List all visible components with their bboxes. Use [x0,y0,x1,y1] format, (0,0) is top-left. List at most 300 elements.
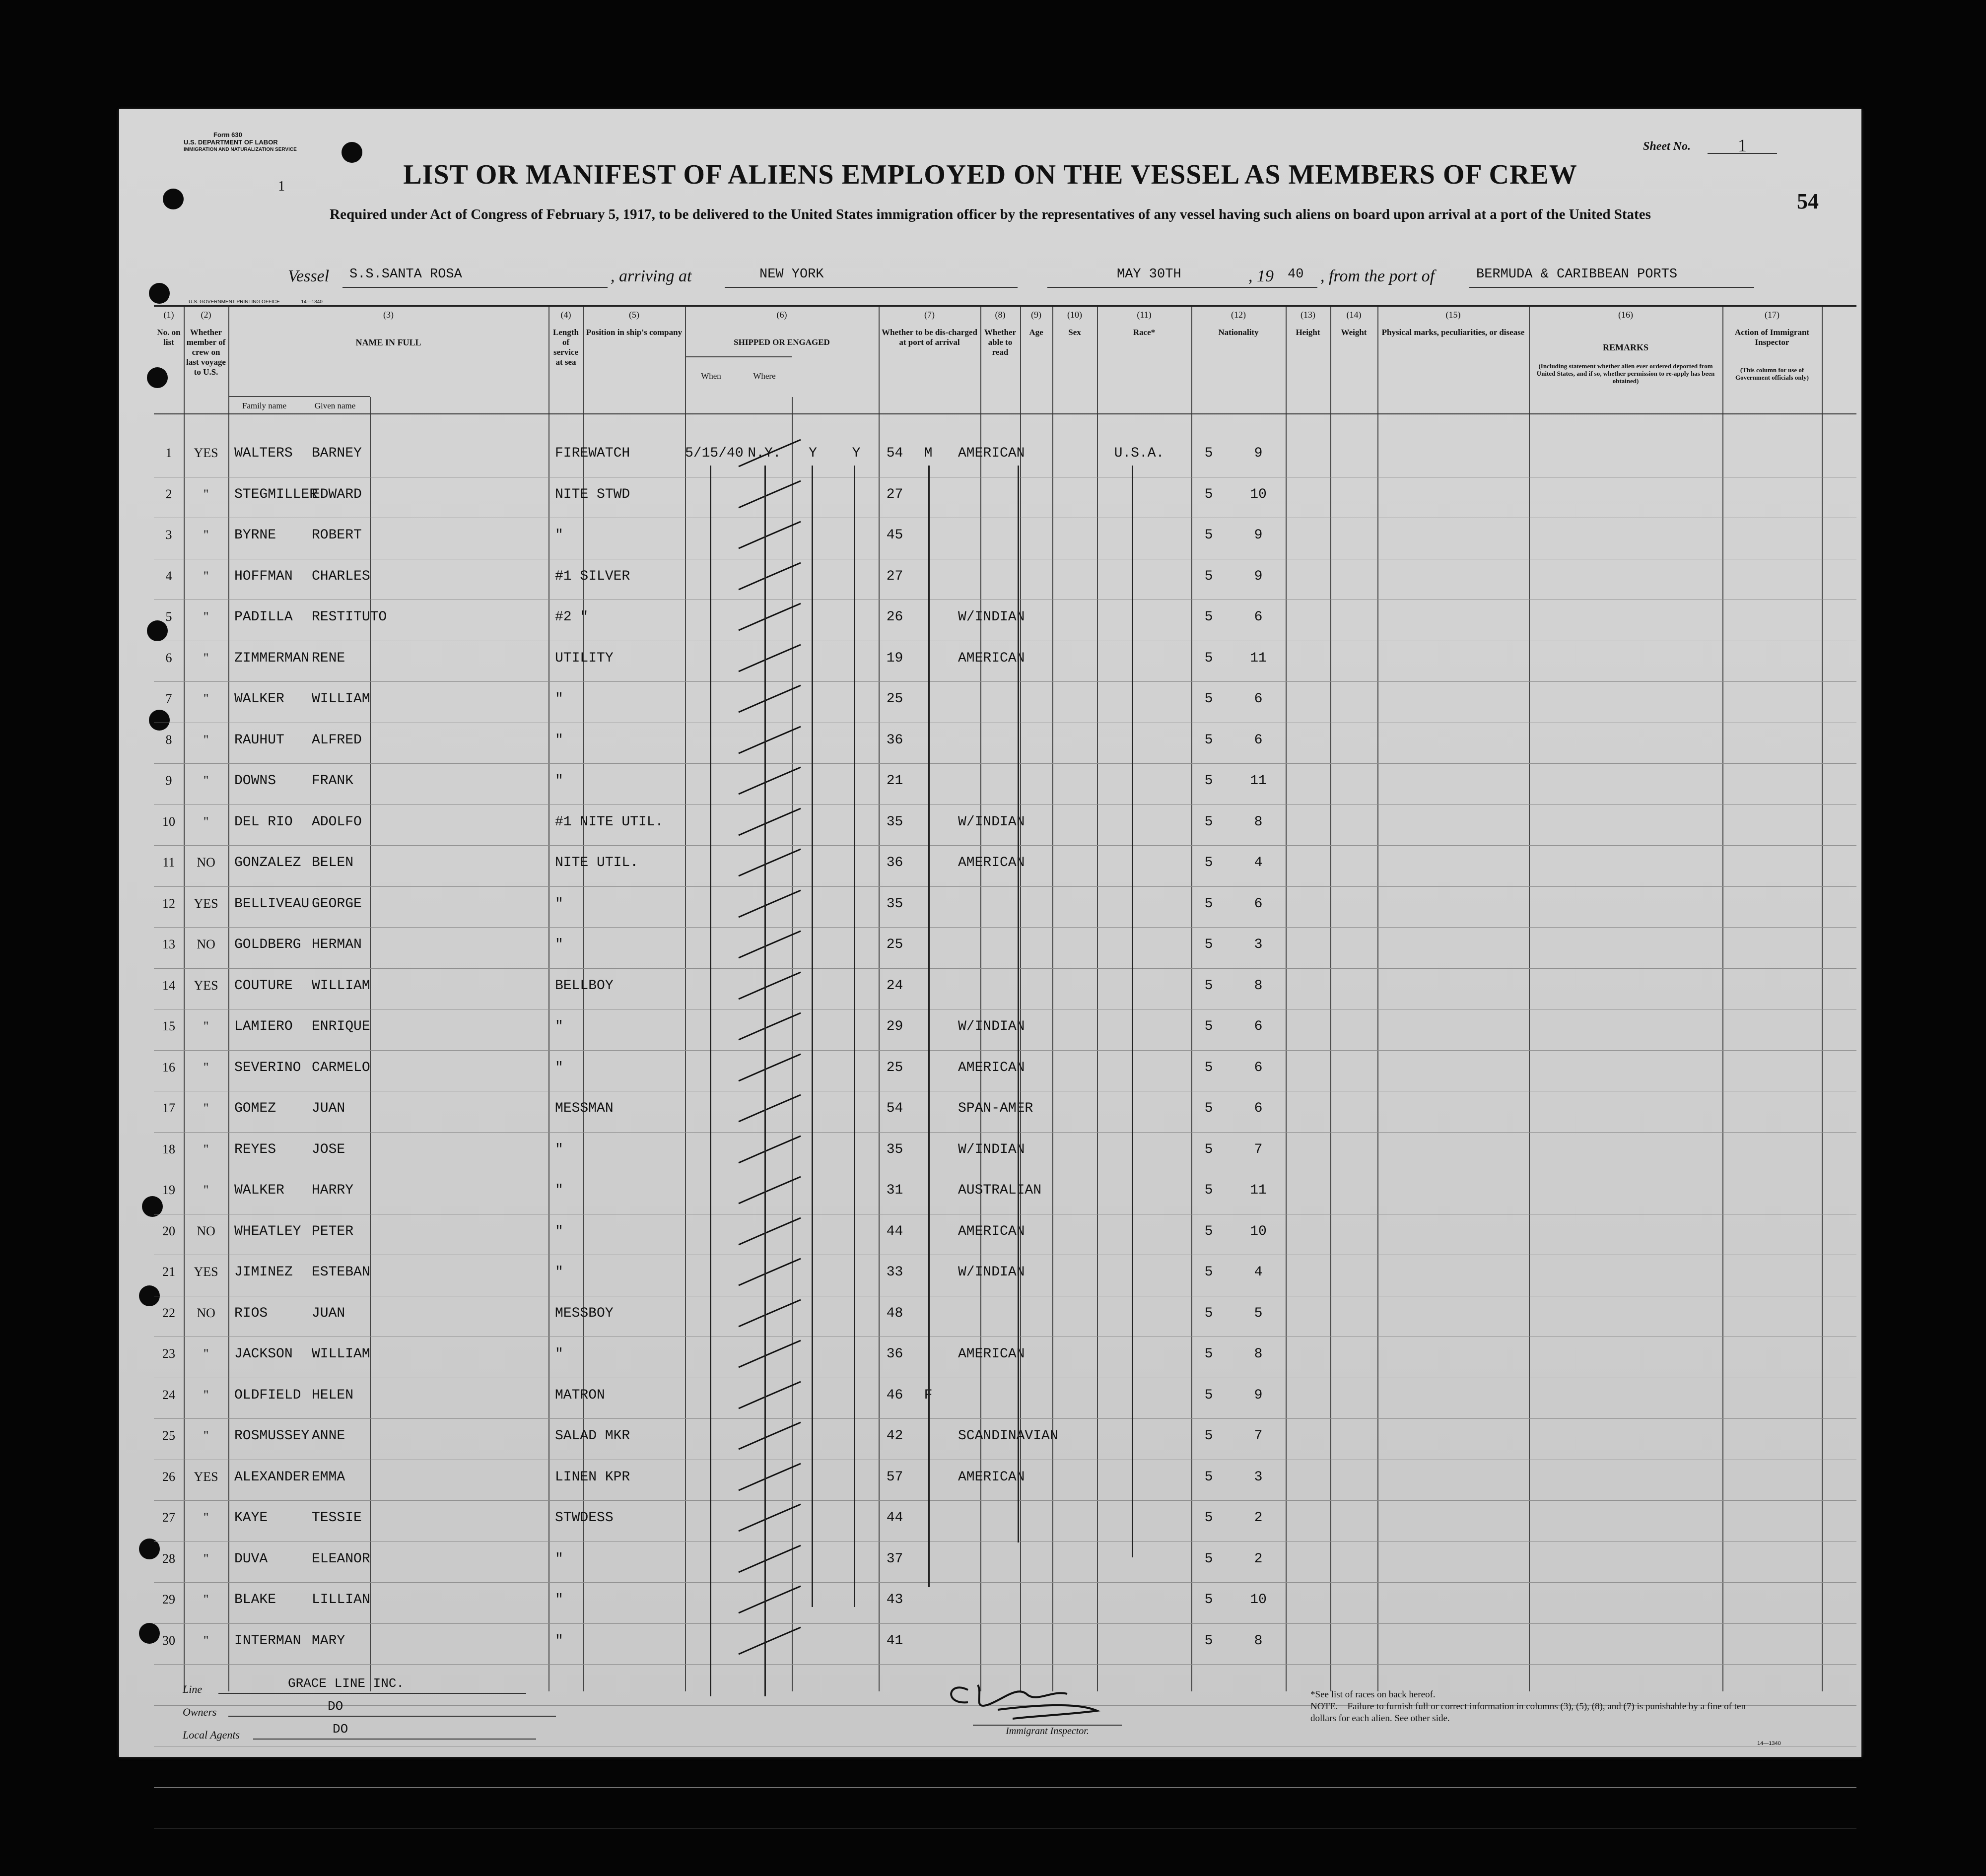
cell-age: 43 [886,1592,903,1608]
cell-weight: 11 [1250,1183,1267,1198]
cell-position: " [555,1223,563,1239]
cell-given: WILLIAM [312,978,370,994]
cell-given: TESSIE [312,1510,362,1526]
cell-position: UTILITY [555,650,614,666]
cell-family: INTERMAN [234,1633,301,1649]
length-of-service-check [734,1214,808,1254]
cell-read: Y [852,446,861,461]
cell-voy: YES [194,1469,218,1484]
cell-position: " [555,1592,563,1608]
column-heading: Nationality [1218,328,1259,337]
cell-voy: " [203,1551,209,1566]
cell-no: 5 [165,609,172,624]
table-row [154,681,1856,722]
length-of-service-check [734,1541,808,1581]
cell-no: 18 [162,1141,175,1156]
column-heading: NAME IN FULL [355,337,421,347]
table-row [154,1091,1856,1132]
table-row [154,641,1856,681]
cell-position: " [555,1265,563,1280]
cell-position: " [555,1183,563,1198]
cell-family: JIMINEZ [234,1265,293,1280]
column-heading: Sex [1068,328,1081,337]
column-heading: Whether member of crew on last voyage to U.S. [186,328,226,377]
cell-weight: 9 [1254,446,1263,461]
cell-weight: 5 [1254,1305,1263,1321]
line-label: Line [183,1683,203,1695]
cell-height: 5 [1204,1060,1213,1075]
length-of-service-check [734,1623,808,1663]
cell-position: MESSBOY [555,1305,614,1321]
column-number: (12) [1231,310,1246,320]
row-rule [154,1664,1856,1665]
cell-sex: M [924,446,933,461]
cell-height: 5 [1204,1101,1213,1116]
cell-position: MATRON [555,1387,605,1403]
cell-race: AMERICAN [958,1346,1025,1362]
cell-position: " [555,528,563,543]
length-of-service-check [734,1418,808,1458]
cell-weight: 8 [1254,978,1263,994]
column-number: (1) [163,310,174,320]
cell-age: 33 [886,1265,903,1280]
cell-nat: U.S.A. [1114,446,1164,461]
cell-position: " [555,937,563,952]
cell-no: 8 [165,732,172,747]
cell-weight: 3 [1254,1469,1263,1485]
cell-where: N.Y. [748,446,781,461]
cell-position: " [555,1346,563,1362]
cell-age: 27 [886,486,903,502]
cell-voy: " [203,1592,209,1607]
cell-no: 21 [162,1265,175,1279]
cell-no: 20 [162,1223,175,1238]
cell-given: CARMELO [312,1060,370,1075]
ditto-line [710,466,711,1696]
cell-race: W/INDIAN [958,1265,1025,1280]
printing-office [189,299,323,305]
table-row [154,763,1856,804]
table-row [154,1050,1856,1091]
cell-family: DEL RIO [234,814,293,830]
cell-family: ROSMUSSEY [234,1428,310,1444]
service-label: IMMIGRATION AND NATURALIZATION SERVICE [184,147,297,152]
cell-family: WALKER [234,1183,284,1198]
cell-no: 14 [162,978,175,993]
cell-age: 42 [886,1428,903,1444]
cell-age: 27 [886,568,903,584]
cell-given: GEORGE [312,896,362,912]
cell-race: W/INDIAN [958,609,1025,625]
cell-given: RESTITUTO [312,609,387,625]
arriving-label: , arriving at [611,267,692,285]
table-row [154,1623,1856,1664]
cell-family: REYES [234,1141,276,1157]
cell-family: BYRNE [234,528,276,543]
cell-position: FIREWATCH [555,446,630,461]
cell-sex: F [924,1387,933,1403]
table-row [154,1500,1856,1541]
cell-no: 12 [162,896,175,911]
column-number: (17) [1765,310,1780,320]
cell-voy: NO [197,1305,215,1320]
column-number: (15) [1445,310,1461,320]
cell-weight: 9 [1254,528,1263,543]
table-row [154,518,1856,558]
punch-hole [149,283,170,304]
cell-height: 5 [1204,1305,1213,1321]
cell-given: ENRIQUE [312,1019,370,1034]
cell-no: 3 [165,528,172,542]
cell-no: 25 [162,1428,175,1443]
cell-weight: 6 [1254,1101,1263,1116]
column-number: (10) [1067,310,1082,320]
cell-given: MARY [312,1633,345,1649]
cell-age: 26 [886,609,903,625]
cell-weight: 4 [1254,1265,1263,1280]
cell-height: 5 [1204,1510,1213,1526]
department-label: U.S. DEPARTMENT OF LABOR [184,138,278,146]
length-of-service-check [734,600,808,639]
cell-family: COUTURE [234,978,293,994]
column-number: (14) [1346,310,1362,320]
table-row [154,1460,1856,1500]
cell-weight: 6 [1254,732,1263,748]
cell-voy: " [203,1387,209,1402]
cell-family: OLDFIELD [234,1387,301,1403]
cell-given: CHARLES [312,568,370,584]
cell-no: 23 [162,1346,175,1361]
cell-race: W/INDIAN [958,1019,1025,1034]
row-rule [154,1787,1856,1788]
column-heading: SHIPPED OR ENGAGED [734,337,830,347]
cell-no: 15 [162,1019,175,1033]
cell-voy: " [203,528,209,542]
cell-no: 13 [162,937,175,951]
cell-voy: " [203,1141,209,1156]
cell-no: 29 [162,1592,175,1607]
cell-given: HERMAN [312,937,362,952]
cell-voy: YES [194,1265,218,1279]
column-heading: Whether able to read [984,328,1017,357]
length-of-service-check [734,1500,808,1540]
cell-age: 35 [886,896,903,912]
cell-weight: 4 [1254,855,1263,871]
cell-position: NITE STWD [555,486,630,502]
cell-height: 5 [1204,1633,1213,1649]
subheading-family: Family name [242,401,287,410]
ditto-line [854,466,855,1607]
cell-position: " [555,1551,563,1567]
table-row [154,1378,1856,1418]
crew-table [154,305,1856,1691]
cell-height: 5 [1204,568,1213,584]
cell-voy: " [203,773,209,788]
cell-voy: YES [194,978,218,993]
page-title: LIST OR MANIFEST OF ALIENS EMPLOYED ON THE VESSEL AS MEMBERS OF CREW [403,159,1577,190]
header-rule [154,413,1856,414]
cell-position: " [555,1141,563,1157]
cell-voy: " [203,486,209,501]
cell-voy: " [203,1510,209,1525]
cell-given: WILLIAM [312,1346,370,1362]
cell-voy: NO [197,855,215,870]
cell-race: AUSTRALIAN [958,1183,1042,1198]
form-code: 14—1340 [1757,1741,1781,1746]
cell-voy: " [203,650,209,665]
cell-height: 5 [1204,1265,1213,1280]
cell-no: 10 [162,814,175,829]
cell-voy: YES [194,446,218,460]
cell-weight: 6 [1254,691,1263,707]
cell-age: 46 [886,1387,903,1403]
column-heading: Height [1296,328,1320,337]
cell-age: 44 [886,1510,903,1526]
length-of-service-check [734,518,808,557]
table-row [154,477,1856,518]
cell-family: GONZALEZ [234,855,301,871]
cell-age: 24 [886,978,903,994]
cell-weight: 9 [1254,568,1263,584]
length-of-service-check [734,1132,808,1172]
cell-family: GOMEZ [234,1101,276,1116]
length-of-service-check [734,1337,808,1376]
stray-mark: 1 [278,179,285,194]
line-value: GRACE LINE INC. [218,1676,526,1694]
subheading-note: (This column for use of Government officials only) [1735,366,1809,381]
column-number: (16) [1618,310,1633,320]
cell-position: " [555,773,563,789]
cell-age: 54 [886,1101,903,1116]
cell-height: 5 [1204,446,1213,461]
length-of-service-check [734,641,808,680]
punch-hole [163,189,184,209]
vessel-row [288,267,1777,292]
cell-position: " [555,732,563,748]
cell-no: 6 [165,650,172,665]
cell-age: 25 [886,691,903,707]
cell-given: LILLIAN [312,1592,370,1608]
year-prefix: , 19 [1248,267,1274,285]
cell-voy: " [203,568,209,583]
cell-height: 5 [1204,732,1213,748]
table-row [154,600,1856,640]
cell-position: " [555,896,563,912]
cell-no: 17 [162,1101,175,1115]
ditto-line [1018,466,1019,1542]
column-heading: Position in ship's company [586,328,683,337]
column-number: (7) [924,310,935,320]
length-of-service-check [734,927,808,967]
cell-no: 26 [162,1469,175,1484]
cell-height: 5 [1204,896,1213,912]
cell-family: ZIMMERMAN [234,650,310,666]
cell-family: JACKSON [234,1346,293,1362]
cell-no: 7 [165,691,172,706]
cell-given: ALFRED [312,732,362,748]
table-row [154,1582,1856,1623]
cell-given: ESTEBAN [312,1265,370,1280]
cell-race: SCANDINAVIAN [958,1428,1058,1444]
length-of-service-check [734,723,808,762]
cell-family: LAMIERO [234,1019,293,1034]
length-of-service-check [734,559,808,599]
table-row [154,886,1856,927]
cell-voy: " [203,1346,209,1361]
cell-given: ELEANOR [312,1551,370,1567]
cell-family: PADILLA [234,609,293,625]
column-heading: Age [1029,328,1043,337]
cell-position: BELLBOY [555,978,614,994]
cell-voy: NO [197,937,215,951]
cell-family: KAYE [234,1510,268,1526]
cell-given: HELEN [312,1387,354,1403]
cell-weight: 6 [1254,609,1263,625]
column-number: (13) [1301,310,1315,320]
length-of-service-check [734,968,808,1008]
cell-weight: 10 [1250,1223,1267,1239]
arrival-date: MAY 30TH [1047,267,1315,288]
subheader-rule [685,356,792,357]
cell-height: 5 [1204,937,1213,952]
cell-race: W/INDIAN [958,1141,1025,1157]
cell-weight: 6 [1254,896,1263,912]
agents-value: DO [253,1722,536,1740]
cell-position: MESSMAN [555,1101,614,1116]
cell-voy: " [203,1633,209,1648]
column-heading: Whether to be dis-charged at port of arrival [882,328,977,347]
cell-height: 5 [1204,1223,1213,1239]
page-subtitle: Required under Act of Congress of February 5, 1917, to be delivered to the United States immigration officer by the representatives of any vessel having such aliens on board upon arrival at a port of the United States [330,206,1651,222]
ditto-line [764,466,766,1696]
cell-no: 27 [162,1510,175,1525]
cell-height: 5 [1204,1183,1213,1198]
race-note: *See list of races on back hereof. [1310,1689,1436,1700]
length-of-service-check [734,436,808,475]
cell-height: 5 [1204,486,1213,502]
length-of-service-check [734,681,808,721]
cell-position: #2 " [555,609,589,625]
table-row [154,1541,1856,1582]
cell-family: WHEATLEY [234,1223,301,1239]
table-row [154,1132,1856,1173]
cell-weight: 6 [1254,1019,1263,1034]
cell-family: WALTERS [234,446,293,461]
table-row [154,927,1856,968]
cell-age: 57 [886,1469,903,1485]
vessel-name: S.S.SANTA ROSA [342,267,608,288]
cell-given: JUAN [312,1305,345,1321]
printing-code: 14—1340 [301,299,323,305]
table-row [154,559,1856,600]
cell-age: 35 [886,1141,903,1157]
column-heading: Action of Immigrant Inspector [1734,328,1810,347]
length-of-service-check [734,845,808,885]
arrival-year: 40 [1286,267,1317,288]
cell-weight: 7 [1254,1428,1263,1444]
length-of-service-check [734,1582,808,1622]
cell-family: GOLDBERG [234,937,301,952]
table-row [154,1296,1856,1337]
penalty-note: NOTE.—Failure to furnish full or correct information in columns (3), (5), (8), and (7) is punishable by a fine of ten dollars for each alien. See other side. [1310,1701,1746,1724]
table-row [154,845,1856,886]
column-number: (4) [560,310,571,320]
form-info [184,131,297,153]
cell-given: EDWARD [312,486,362,502]
cell-height: 5 [1204,773,1213,789]
cell-race: AMERICAN [958,855,1025,871]
cell-family: DUVA [234,1551,268,1567]
cell-weight: 10 [1250,1592,1267,1608]
ditto-line [928,466,930,1587]
column-heading: Weight [1341,328,1367,337]
cell-voy: " [203,1060,209,1074]
inspector-label: Immigrant Inspector. [973,1725,1122,1737]
cell-height: 5 [1204,1346,1213,1362]
manifest-sheet [119,109,1861,1757]
cell-family: DOWNS [234,773,276,789]
cell-height: 5 [1204,528,1213,543]
cell-age: 37 [886,1551,903,1567]
cell-position: SALAD MKR [555,1428,630,1444]
cell-given: FRANK [312,773,354,789]
cell-height: 5 [1204,1019,1213,1034]
table-row [154,804,1856,845]
length-of-service-check [734,477,808,517]
table-row [154,1255,1856,1295]
subheader-rule [228,396,370,397]
length-of-service-check [734,763,808,803]
agents-label: Local Agents [183,1729,240,1741]
cell-family: RIOS [234,1305,268,1321]
cell-weight: 3 [1254,937,1263,952]
cell-weight: 8 [1254,1633,1263,1649]
cell-no: 24 [162,1387,175,1402]
cell-weight: 8 [1254,1346,1263,1362]
cell-age: 35 [886,814,903,830]
cell-no: 30 [162,1633,175,1648]
form-number: Form 630 [213,131,242,138]
cell-no: 2 [165,486,172,501]
cell-no: 19 [162,1183,175,1197]
cell-no: 4 [165,568,172,583]
page-number: 54 [1797,189,1819,213]
cell-race: AMERICAN [958,446,1025,461]
sheet-label: Sheet No. [1643,140,1691,153]
cell-given: ANNE [312,1428,345,1444]
manifest-footer [119,1676,1861,1754]
cell-weight: 2 [1254,1510,1263,1526]
cell-given: PETER [312,1223,354,1239]
cell-age: 54 [886,446,903,461]
cell-weight: 2 [1254,1551,1263,1567]
column-number: (11) [1137,310,1152,320]
cell-voy: " [203,732,209,747]
cell-age: 31 [886,1183,903,1198]
cell-given: BARNEY [312,446,362,461]
printing-office-label: U.S. GOVERNMENT PRINTING OFFICE [189,299,280,305]
length-of-service-check [734,1255,808,1294]
cell-voy: " [203,1183,209,1197]
cell-weight: 8 [1254,814,1263,830]
cell-given: RENE [312,650,345,666]
cell-given: EMMA [312,1469,345,1485]
cell-weight: 11 [1250,773,1267,789]
cell-position: NITE UTIL. [555,855,639,871]
cell-age: 36 [886,732,903,748]
cell-age: 44 [886,1223,903,1239]
length-of-service-check [734,1460,808,1499]
